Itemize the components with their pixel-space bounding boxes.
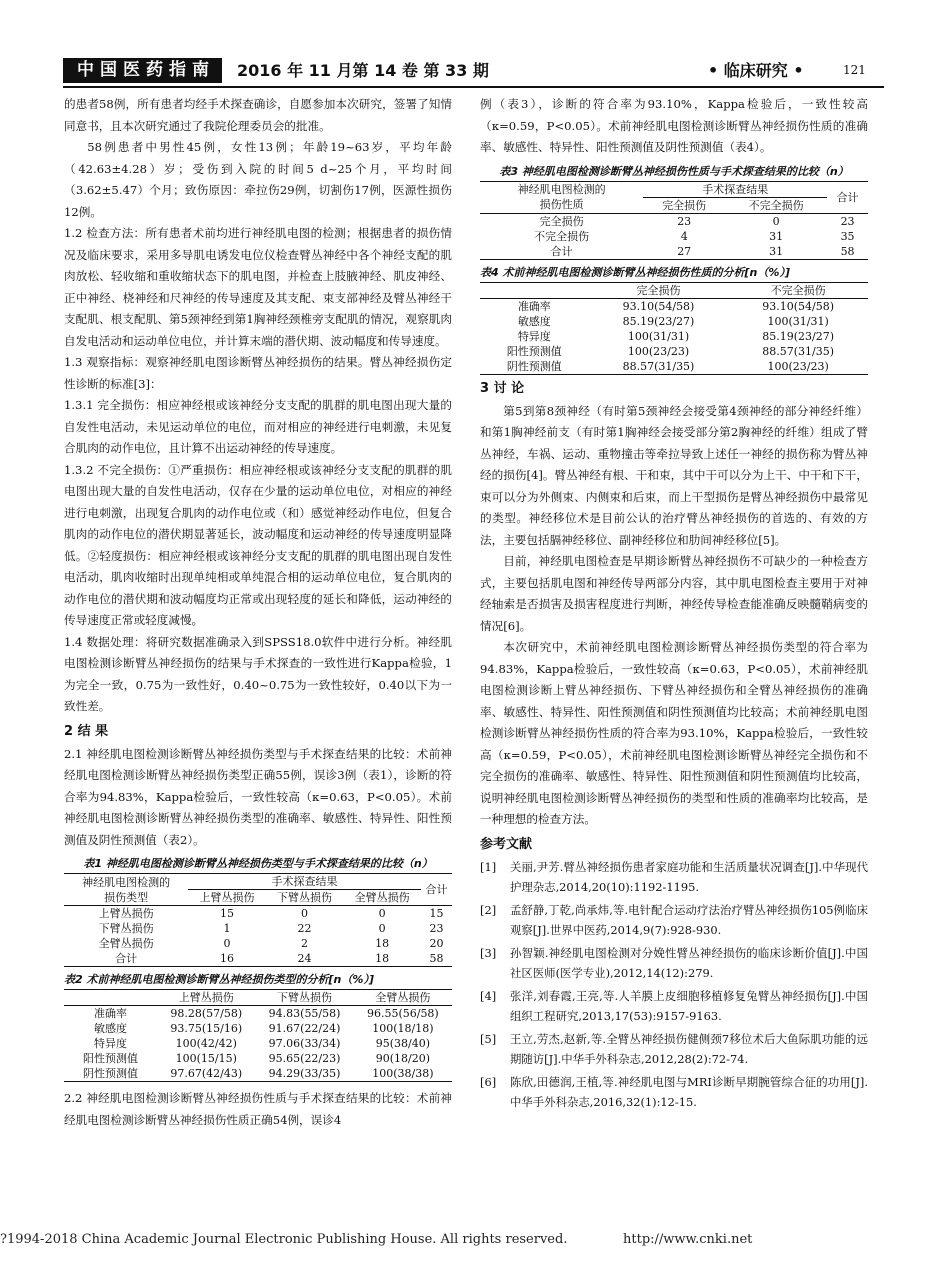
table-header-text: 神经肌电图检测的 — [82, 875, 171, 889]
table-row: 合计 27 31 58 — [550, 244, 855, 258]
references-heading: 参考文献 — [480, 836, 533, 852]
table-row: 阴性预测值 88.57(31/35) 100(23/23) — [506, 359, 829, 373]
table-row: 阴性预测值 97.67(42/43) 94.29(33/35) 100(38/38) — [83, 1067, 434, 1080]
paragraph: 2.2 神经肌电图检测诊断臂丛神经损伤性质与手术探查结果的比较：术前神经肌电图检测诊断臂丛神经损伤性质正确54例，误诊4 — [64, 1091, 452, 1127]
table-row: 特异度 100(42/42) 97.06(33/34) 95(38/40) — [94, 1037, 430, 1050]
table-header-cell: 手术探查结果 — [643, 181, 827, 197]
table-caption: 表2 术前神经肌电图检测诊断臂丛神经损伤类型的分析[n（%）] — [64, 973, 374, 986]
table-header-text: 损伤性质 — [539, 198, 584, 211]
table-caption: 表3 神经肌电图检测诊断臂丛神经损伤性质与手术探查结果的比较（n） — [499, 164, 849, 178]
table-header-cell: 下臂丛损伤 — [266, 890, 344, 906]
running-header — [63, 58, 883, 84]
journal-name: 中国医药指南 — [63, 58, 222, 83]
table-row: 敏感度 93.75(15/16) 91.67(22/24) 100(18/18) — [94, 1022, 434, 1035]
left-column — [64, 94, 452, 1131]
paragraph: 本次研究中，术前神经肌电图检测诊断臂丛神经损伤类型的符合率为94.83%，Kappa检验后，一致性较高（κ=0.63，P<0.05），术前神经肌电图检测诊断上臂丛神经损伤、下臂丛神经损伤和全臂丛神经损伤的准确率、敏感性、特异性、阳性预测值和阴性预测值均比较高；术前神经肌电图检测诊断臂丛神经损伤性质的符合率为93.10%，Kappa检验后，一致性较高（κ=0.59，P<0.05），术前神经肌电图检测诊断臂丛神经完全损伤和不完全损伤的准确率、敏感性、特异性、阳性预测值和阴性预测值均比较高，说明神经肌电图检测诊断臂丛神经损伤的类型和性质的准确率均比较高，是一种理想的检查方法。 — [480, 640, 868, 826]
table-header-cell: 全臂丛损伤 — [343, 890, 421, 906]
table-row: 下臂丛损伤 1 22 0 23 — [98, 922, 444, 935]
page-number: 121 — [843, 63, 866, 77]
table-row: 准确率 93.10(54/58) 93.10(54/58) — [517, 299, 835, 313]
table-header-cell: 不完全损伤 — [748, 198, 804, 212]
paragraph: 2.1 神经肌电图检测诊断臂丛神经损伤类型与手术探查结果的比较：术前神经肌电图检测诊断臂丛神经损伤类型正确55例，误诊3例（表1），诊断的符合率为94.83%，Kappa检验后，一致性较高（κ=0.63，P<0.05）。术前神经肌电图检测诊断臂丛神经损伤类型的准确率、敏感性、特异性、阳性预测值及阴性预测值（表2）。 — [64, 746, 452, 847]
paragraph: 1.3 观察指标：观察神经肌电图诊断臂丛神经损伤的结果。臂丛神经损伤定性诊断的标准[3]： — [64, 355, 452, 391]
reference-item: [4] 张洋,刘春霞,王亮,等.人羊膜上皮细胞移植修复兔臂丛神经损伤[J].中国组织工程研究,2013,17(53):9157-9163. — [480, 988, 868, 1023]
table-row: 特异度 100(31/31) 85.19(23/27) — [517, 329, 835, 343]
section-name: • 临床研究 • — [708, 61, 804, 80]
reference-item: [3] 孙智颖.神经肌电图检测对分娩性臂丛神经损伤的临床诊断价值[J].中国社区医师(医学专业),2012,14(12):279. — [480, 945, 868, 980]
table-row: 不完全损伤 4 31 35 — [534, 229, 855, 243]
paragraph: 1.3.2 不完全损伤：①严重损伤：相应神经根或该神经分支支配的肌群的肌电图出现大量的自发性电活动，仅存在少量的运动单位电位，对相应的神经进行电刺激，出现复合肌肉的动作电位或（和）感觉神经动作电位，但复合肌肉的动作电位的潜伏期显著延长，波动幅度和运动神经的传导速度明显降低。②轻度损伤：相应神经根或该神经分支支配的肌群的肌电图出现自发性电活动，肌肉收缩时出现单纯相或单纯混合相的运动单位电位，复合肌肉的动作电位的潜伏期和波动幅度均正常或出现轻度的延长和降低，运动神经的传导速度正常或轻度减慢。 — [64, 462, 452, 627]
table-row: 阳性预测值 100(15/15) 95.65(22/23) 90(18/20) — [83, 1052, 430, 1065]
table-header-cell: 合计 — [425, 883, 448, 896]
table-header-cell: 合计 — [836, 190, 859, 204]
table-row: 完全损伤 23 0 23 — [480, 213, 868, 229]
reference-list — [480, 857, 868, 1112]
table-4 — [480, 282, 868, 375]
table-row: 上臂丛损伤 15 0 0 15 — [64, 906, 452, 922]
table-header-cell: 手术探查结果 — [188, 874, 421, 890]
table-header-cell: 完全损伤 — [662, 198, 707, 212]
paragraph: 第5到第8颈神经（有时第5颈神经会接受第4颈神经的部分神经纤维）和第1胸神经前支（有时第1胸神经会接受部分第2胸神经的纤维）组成了臂丛神经，车祸、运动、重物撞击等牵拉导致上述任一神经的损伤称为臂丛神经的损伤[4]。臂丛神经有根、干和束，其中干可以分为上干、中干和下干，束可以分为外侧束、内侧束和后束，而上干型损伤是臂丛神经损伤中最常见的类型。神经移位术是目前公认的治疗臂丛神经损伤的首选的、有效的方法，主要包括膈神经移位、副神经移位和肋间神经移位[5]。 — [480, 403, 868, 547]
right-column — [480, 94, 868, 1115]
section-heading: 3 讨 论 — [480, 380, 525, 396]
table-header-cell: 上臂丛损伤 — [188, 890, 266, 906]
table-row: 阳性预测值 100(23/23) 88.57(31/35) — [506, 344, 835, 358]
paragraph: 1.2 检查方法：所有患者术前均进行神经肌电图的检测；根据患者的损伤情况及临床要求，采用多导肌电诱发电位仪检查臂丛神经中各个神经支配的肌肉放松、轻收缩和重收缩状态下的肌电图，并检查上肢腋神经、肌皮神经、正中神经、桡神经和尺神经的传导速度及其支配、束支部神经及臂丛神经干支配肌、根支配肌、第5颈神经到第1胸神经颈椎旁支配肌的情况，观察肌肉自发电活动和运动单位电位，并计算末端的潜伏期、波动幅度和传导速度。 — [64, 226, 452, 348]
issue-info: 2016 年 11 月第 14 卷 第 33 期 — [237, 61, 489, 80]
section-heading: 2 结 果 — [64, 723, 109, 739]
table-header-cell: 不完全损伤 — [728, 282, 868, 298]
table-header-text: 神经肌电图检测的 — [517, 183, 606, 196]
reference-item: [6] 陈欣,田德润,王植,等.神经肌电图与MRI诊断早期腕管综合征的功用[J].中华手外科杂志,2016,32(1):12-15. — [480, 1074, 868, 1109]
table-header-cell: 上臂丛损伤 — [157, 990, 255, 1006]
reference-item: [5] 王立,劳杰,赵新,等.全臂丛神经损伤健侧颈7移位术后大鱼际肌功能的远期随访[J].中华手外科杂志,2012,28(2):72-74. — [480, 1031, 868, 1066]
table-caption: 表4 术前神经肌电图检测诊断臂丛神经损伤性质的分析[n（%）] — [480, 265, 790, 279]
footer-link[interactable]: http://www.cnki.net — [623, 1232, 753, 1247]
paragraph: 目前，神经肌电图检查是早期诊断臂丛神经损伤不可缺少的一种检查方式，主要包括肌电图和神经传导两部分内容，其中肌电图检查主要用于对神经轴索是否损害及损害程度进行判断，神经传导检查能准确反映髓鞘病变的情况[6]。 — [480, 554, 868, 633]
table-2 — [64, 989, 452, 1082]
reference-item: [2] 孟舒静,丁乾,尚承炜,等.电针配合运动疗法治疗臂丛神经损伤105例临床观察[J].世界中医药,2014,9(7):928-930. — [480, 902, 868, 937]
table-header-cell: 全臂丛损伤 — [354, 990, 452, 1006]
table-3 — [480, 181, 868, 260]
table-row: 敏感度 85.19(23/27) 100(31/31) — [517, 314, 829, 328]
table-row: 全臂丛损伤 0 2 18 20 — [98, 937, 444, 950]
table-header-cell — [64, 874, 188, 906]
table-caption: 表1 神经肌电图检测诊断臂丛神经损伤类型与手术探查结果的比较（n） — [83, 857, 433, 870]
paragraph: 58例患者中男性45例，女性13例；年龄19~63岁，平均年龄（42.63±4.28）岁；受伤到入院的时间5 d~25个月，平均时间（3.62±5.47）个月；致伤原因：牵拉伤29例，切割伤17例，医源性损伤12例。 — [64, 140, 452, 219]
table-row: 合计 16 24 18 58 — [115, 952, 444, 965]
copyright-text: ?1994-2018 China Academic Journal Electronic Publishing House. All rights reserved. — [0, 1232, 568, 1247]
paragraph: 例（表3），诊断的符合率为93.10%，Kappa检验后，一致性较高（κ=0.59，P<0.05）。术前神经肌电图检测诊断臂丛神经损伤性质的准确率、敏感性、特异性、阳性预测值及阴性预测值（表4）。 — [480, 97, 868, 154]
table-header-cell: 完全损伤 — [589, 282, 729, 298]
paragraph: 的患者58例，所有患者均经手术探查确诊，自愿参加本次研究，签署了知情同意书，且本次研究通过了我院伦理委员会的批准。 — [64, 97, 452, 133]
paragraph: 1.3.1 完全损伤：相应神经根或该神经分支支配的肌群的肌电图出现大量的自发性电活动，未见运动单位的电位，而对相应的神经进行电刺激，未见复合肌肉的动作电位，且计算不出运动神经的传导速度。 — [64, 398, 452, 455]
paragraph: 1.4 数据处理：将研究数据准确录入到SPSS18.0软件中进行分析。神经肌电图检测诊断臂丛神经损伤的结果与手术探查的一致性进行Kappa检验，1为完全一致，0.75为一致性好，0.40~0.75为一致性较好，0.40以下为一致性差。 — [64, 634, 452, 713]
table-row: 准确率 98.28(57/58) 94.83(55/58) 96.55(56/58) — [94, 1007, 439, 1020]
table-header-text: 损伤类型 — [104, 890, 149, 904]
table-header-cell — [480, 181, 643, 213]
table-header-cell: 下臂丛损伤 — [255, 990, 353, 1006]
header-rule — [63, 86, 884, 88]
reference-item: [1] 关丽,尹芳.臂丛神经损伤患者家庭功能和生活质量状况调查[J].中华现代护理杂志,2014,20(10):1192-1195. — [480, 859, 868, 894]
table-1 — [64, 873, 452, 967]
